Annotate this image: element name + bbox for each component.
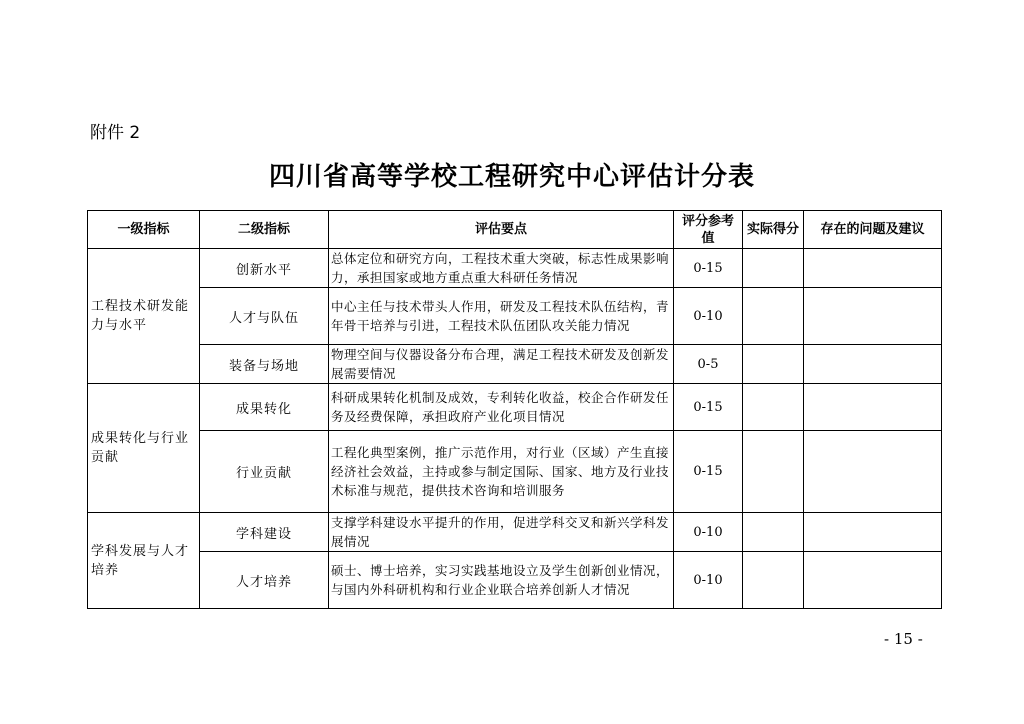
actual-score-cell[interactable]: [743, 288, 804, 345]
points-cell: 支撑学科建设水平提升的作用，促进学科交叉和新兴学科发展情况: [329, 513, 674, 552]
table-row: [88, 288, 942, 345]
points-cell: 总体定位和研究方向，工程技术重大突破，标志性成果影响力，承担国家或地方重点重大科研任务情况: [329, 249, 674, 288]
level2-cell: 行业贡献: [200, 431, 329, 513]
issues-cell[interactable]: [804, 384, 942, 431]
level2-cell: 人才培养: [200, 552, 329, 609]
issues-cell[interactable]: [804, 431, 942, 513]
ref-score-cell: 0-5: [674, 345, 743, 384]
actual-score-cell[interactable]: [743, 345, 804, 384]
page-title: 四川省高等学校工程研究中心评估计分表: [268, 162, 755, 192]
level2-cell: 装备与场地: [200, 345, 329, 384]
level1-cell: 工程技术研发能力与水平: [88, 249, 200, 384]
actual-score-cell[interactable]: [743, 249, 804, 288]
points-cell: 中心主任与技术带头人作用，研发及工程技术队伍结构，青年骨干培养与引进，工程技术队伍团队攻关能力情况: [329, 288, 674, 345]
issues-cell[interactable]: [804, 249, 942, 288]
attachment-label: 附件 2: [90, 123, 141, 143]
ref-score-cell: 0-10: [674, 513, 743, 552]
issues-cell[interactable]: [804, 513, 942, 552]
header-points: 评估要点: [329, 211, 674, 249]
level2-cell: 创新水平: [200, 249, 329, 288]
issues-cell[interactable]: [804, 288, 942, 345]
points-cell: 物理空间与仪器设备分布合理，满足工程技术研发及创新发展需要情况: [329, 345, 674, 384]
actual-score-cell[interactable]: [743, 513, 804, 552]
level2-cell: 人才与队伍: [200, 288, 329, 345]
level1-cell: 成果转化与行业贡献: [88, 384, 200, 513]
header-actual-score: 实际得分: [743, 211, 804, 249]
actual-score-cell[interactable]: [743, 552, 804, 609]
page-number: - 15 -: [884, 630, 923, 648]
level2-cell: 学科建设: [200, 513, 329, 552]
score-table: [87, 210, 942, 609]
table-row: [88, 552, 942, 609]
ref-score-cell: 0-15: [674, 249, 743, 288]
level2-cell: 成果转化: [200, 384, 329, 431]
points-cell: 硕士、博士培养，实习实践基地设立及学生创新创业情况，与国内外科研机构和行业企业联合培养创新人才情况: [329, 552, 674, 609]
actual-score-cell[interactable]: [743, 431, 804, 513]
table-row: [88, 384, 942, 431]
issues-cell[interactable]: [804, 345, 942, 384]
header-level1: 一级指标: [88, 211, 200, 249]
header-level2: 二级指标: [200, 211, 329, 249]
ref-score-cell: 0-10: [674, 552, 743, 609]
level1-cell: 学科发展与人才培养: [88, 513, 200, 609]
table-row: [88, 431, 942, 513]
ref-score-cell: 0-15: [674, 384, 743, 431]
ref-score-cell: 0-15: [674, 431, 743, 513]
points-cell: 科研成果转化机制及成效，专利转化收益，校企合作研发任务及经费保障，承担政府产业化项目情况: [329, 384, 674, 431]
header-issues: 存在的问题及建议: [804, 211, 942, 249]
issues-cell[interactable]: [804, 552, 942, 609]
ref-score-cell: 0-10: [674, 288, 743, 345]
table-row: [88, 345, 942, 384]
header-row: [88, 211, 942, 249]
table-row: [88, 249, 942, 288]
table-row: [88, 513, 942, 552]
header-ref-score: 评分参考值: [674, 211, 743, 249]
points-cell: 工程化典型案例，推广示范作用，对行业（区域）产生直接经济社会效益，主持或参与制定国际、国家、地方及行业技术标准与规范，提供技术咨询和培训服务: [329, 431, 674, 513]
actual-score-cell[interactable]: [743, 384, 804, 431]
